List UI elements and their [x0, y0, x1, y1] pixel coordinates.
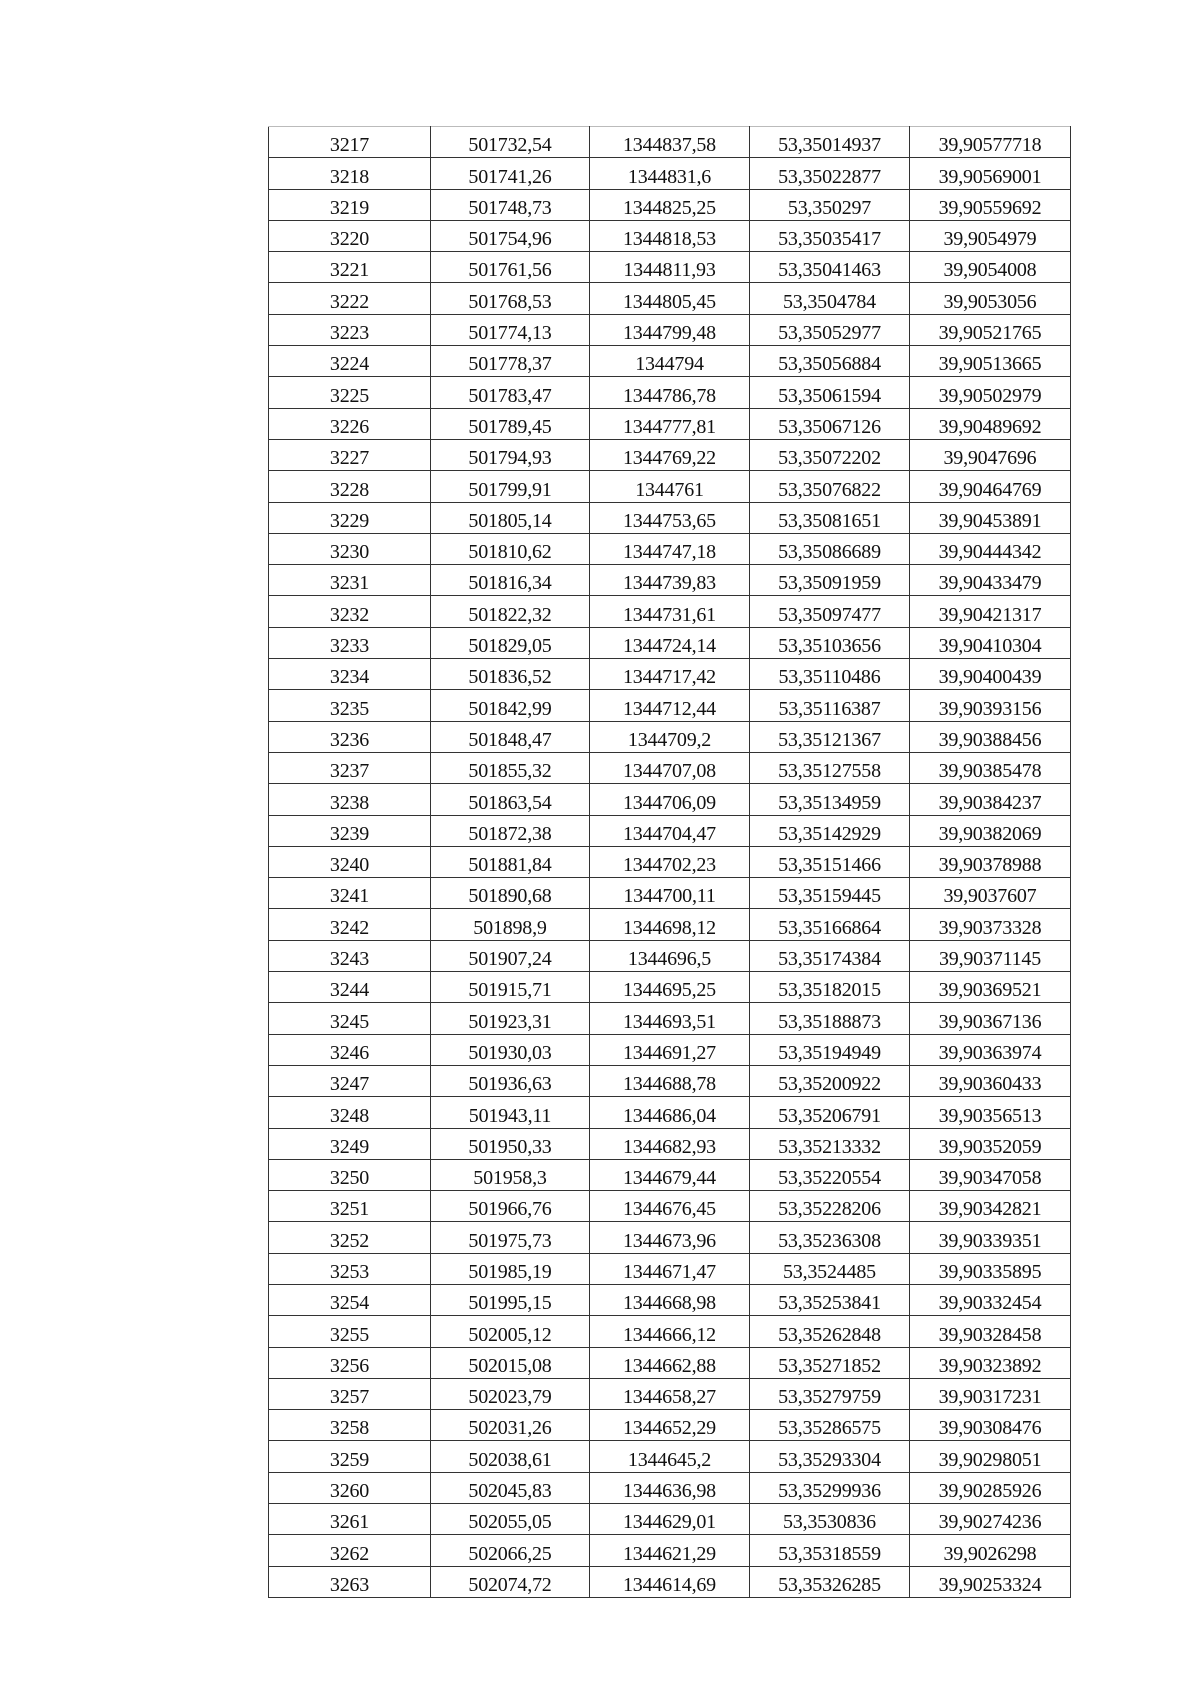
- latitude-cell: 53,35134959: [750, 784, 910, 815]
- y-coordinate-cell: 1344786,78: [590, 377, 750, 408]
- latitude-cell: 53,35174384: [750, 940, 910, 971]
- point-number-cell: 3257: [269, 1378, 431, 1409]
- y-coordinate-cell: 1344693,51: [590, 1003, 750, 1034]
- x-coordinate-cell: 501774,13: [431, 314, 590, 345]
- table-row: [269, 158, 1071, 189]
- point-number-cell: 3252: [269, 1222, 431, 1253]
- latitude-cell: 53,35253841: [750, 1284, 910, 1315]
- y-coordinate-cell: 1344686,04: [590, 1097, 750, 1128]
- x-coordinate-cell: 501872,38: [431, 815, 590, 846]
- table-row: [269, 1378, 1071, 1409]
- latitude-cell: 53,3504784: [750, 283, 910, 314]
- point-number-cell: 3217: [269, 127, 431, 158]
- point-number-cell: 3222: [269, 283, 431, 314]
- x-coordinate-cell: 501890,68: [431, 878, 590, 909]
- y-coordinate-cell: 1344621,29: [590, 1535, 750, 1566]
- longitude-cell: 39,90323892: [910, 1347, 1071, 1378]
- table-row: [269, 1191, 1071, 1222]
- table-row: [269, 1284, 1071, 1315]
- point-number-cell: 3255: [269, 1316, 431, 1347]
- x-coordinate-cell: 501732,54: [431, 127, 590, 158]
- point-number-cell: 3260: [269, 1472, 431, 1503]
- x-coordinate-cell: 502038,61: [431, 1441, 590, 1472]
- y-coordinate-cell: 1344668,98: [590, 1284, 750, 1315]
- latitude-cell: 53,35067126: [750, 408, 910, 439]
- table-row: [269, 1222, 1071, 1253]
- table-row: [269, 1253, 1071, 1284]
- table-row: [269, 1003, 1071, 1034]
- x-coordinate-cell: 502005,12: [431, 1316, 590, 1347]
- latitude-cell: 53,35279759: [750, 1378, 910, 1409]
- longitude-cell: 39,90274236: [910, 1504, 1071, 1535]
- table-row: [269, 220, 1071, 251]
- x-coordinate-cell: 501936,63: [431, 1065, 590, 1096]
- table-row: [269, 846, 1071, 877]
- latitude-cell: 53,35271852: [750, 1347, 910, 1378]
- point-number-cell: 3251: [269, 1191, 431, 1222]
- coordinates-table-body: [269, 127, 1071, 1598]
- y-coordinate-cell: 1344761: [590, 471, 750, 502]
- y-coordinate-cell: 1344645,2: [590, 1441, 750, 1472]
- latitude-cell: 53,35286575: [750, 1410, 910, 1441]
- point-number-cell: 3237: [269, 752, 431, 783]
- y-coordinate-cell: 1344706,09: [590, 784, 750, 815]
- table-row: [269, 1566, 1071, 1597]
- x-coordinate-cell: 501930,03: [431, 1034, 590, 1065]
- longitude-cell: 39,90513665: [910, 346, 1071, 377]
- point-number-cell: 3231: [269, 565, 431, 596]
- latitude-cell: 53,35121367: [750, 721, 910, 752]
- y-coordinate-cell: 1344679,44: [590, 1159, 750, 1190]
- longitude-cell: 39,90384237: [910, 784, 1071, 815]
- longitude-cell: 39,90328458: [910, 1316, 1071, 1347]
- point-number-cell: 3229: [269, 502, 431, 533]
- table-row: [269, 752, 1071, 783]
- point-number-cell: 3240: [269, 846, 431, 877]
- latitude-cell: 53,35076822: [750, 471, 910, 502]
- table-row: [269, 502, 1071, 533]
- y-coordinate-cell: 1344614,69: [590, 1566, 750, 1597]
- x-coordinate-cell: 501805,14: [431, 502, 590, 533]
- x-coordinate-cell: 501848,47: [431, 721, 590, 752]
- point-number-cell: 3220: [269, 220, 431, 251]
- point-number-cell: 3232: [269, 596, 431, 627]
- latitude-cell: 53,35103656: [750, 627, 910, 658]
- point-number-cell: 3224: [269, 346, 431, 377]
- y-coordinate-cell: 1344825,25: [590, 189, 750, 220]
- latitude-cell: 53,35061594: [750, 377, 910, 408]
- y-coordinate-cell: 1344811,93: [590, 252, 750, 283]
- y-coordinate-cell: 1344818,53: [590, 220, 750, 251]
- longitude-cell: 39,90382069: [910, 815, 1071, 846]
- point-number-cell: 3258: [269, 1410, 431, 1441]
- latitude-cell: 53,35116387: [750, 690, 910, 721]
- longitude-cell: 39,90559692: [910, 189, 1071, 220]
- latitude-cell: 53,35166864: [750, 909, 910, 940]
- y-coordinate-cell: 1344682,93: [590, 1128, 750, 1159]
- point-number-cell: 3261: [269, 1504, 431, 1535]
- x-coordinate-cell: 502031,26: [431, 1410, 590, 1441]
- table-row: [269, 1034, 1071, 1065]
- x-coordinate-cell: 501829,05: [431, 627, 590, 658]
- point-number-cell: 3219: [269, 189, 431, 220]
- point-number-cell: 3218: [269, 158, 431, 189]
- table-row: [269, 565, 1071, 596]
- x-coordinate-cell: 501794,93: [431, 439, 590, 470]
- point-number-cell: 3221: [269, 252, 431, 283]
- longitude-cell: 39,9037607: [910, 878, 1071, 909]
- y-coordinate-cell: 1344676,45: [590, 1191, 750, 1222]
- y-coordinate-cell: 1344666,12: [590, 1316, 750, 1347]
- longitude-cell: 39,90378988: [910, 846, 1071, 877]
- latitude-cell: 53,35200922: [750, 1065, 910, 1096]
- y-coordinate-cell: 1344688,78: [590, 1065, 750, 1096]
- longitude-cell: 39,9047696: [910, 439, 1071, 470]
- table-row: [269, 1065, 1071, 1096]
- y-coordinate-cell: 1344696,5: [590, 940, 750, 971]
- table-row: [269, 127, 1071, 158]
- table-row: [269, 784, 1071, 815]
- latitude-cell: 53,35041463: [750, 252, 910, 283]
- table-row: [269, 1128, 1071, 1159]
- y-coordinate-cell: 1344698,12: [590, 909, 750, 940]
- longitude-cell: 39,90400439: [910, 659, 1071, 690]
- table-row: [269, 1347, 1071, 1378]
- table-row: [269, 627, 1071, 658]
- y-coordinate-cell: 1344704,47: [590, 815, 750, 846]
- latitude-cell: 53,35142929: [750, 815, 910, 846]
- x-coordinate-cell: 501881,84: [431, 846, 590, 877]
- table-row: [269, 1504, 1071, 1535]
- table-row: [269, 659, 1071, 690]
- point-number-cell: 3233: [269, 627, 431, 658]
- table-row: [269, 596, 1071, 627]
- latitude-cell: 53,35056884: [750, 346, 910, 377]
- y-coordinate-cell: 1344707,08: [590, 752, 750, 783]
- longitude-cell: 39,90410304: [910, 627, 1071, 658]
- y-coordinate-cell: 1344731,61: [590, 596, 750, 627]
- latitude-cell: 53,35194949: [750, 1034, 910, 1065]
- y-coordinate-cell: 1344712,44: [590, 690, 750, 721]
- point-number-cell: 3241: [269, 878, 431, 909]
- longitude-cell: 39,90393156: [910, 690, 1071, 721]
- latitude-cell: 53,350297: [750, 189, 910, 220]
- point-number-cell: 3254: [269, 1284, 431, 1315]
- longitude-cell: 39,90332454: [910, 1284, 1071, 1315]
- point-number-cell: 3230: [269, 533, 431, 564]
- longitude-cell: 39,90360433: [910, 1065, 1071, 1096]
- x-coordinate-cell: 501783,47: [431, 377, 590, 408]
- table-row: [269, 439, 1071, 470]
- y-coordinate-cell: 1344629,01: [590, 1504, 750, 1535]
- y-coordinate-cell: 1344799,48: [590, 314, 750, 345]
- point-number-cell: 3226: [269, 408, 431, 439]
- point-number-cell: 3244: [269, 972, 431, 1003]
- y-coordinate-cell: 1344739,83: [590, 565, 750, 596]
- x-coordinate-cell: 501907,24: [431, 940, 590, 971]
- y-coordinate-cell: 1344652,29: [590, 1410, 750, 1441]
- longitude-cell: 39,90285926: [910, 1472, 1071, 1503]
- longitude-cell: 39,90371145: [910, 940, 1071, 971]
- longitude-cell: 39,90347058: [910, 1159, 1071, 1190]
- latitude-cell: 53,35206791: [750, 1097, 910, 1128]
- x-coordinate-cell: 501816,34: [431, 565, 590, 596]
- y-coordinate-cell: 1344636,98: [590, 1472, 750, 1503]
- y-coordinate-cell: 1344777,81: [590, 408, 750, 439]
- latitude-cell: 53,35299936: [750, 1472, 910, 1503]
- longitude-cell: 39,9054008: [910, 252, 1071, 283]
- longitude-cell: 39,9054979: [910, 220, 1071, 251]
- longitude-cell: 39,90298051: [910, 1441, 1071, 1472]
- point-number-cell: 3234: [269, 659, 431, 690]
- point-number-cell: 3228: [269, 471, 431, 502]
- x-coordinate-cell: 501950,33: [431, 1128, 590, 1159]
- latitude-cell: 53,35110486: [750, 659, 910, 690]
- table-row: [269, 1316, 1071, 1347]
- point-number-cell: 3262: [269, 1535, 431, 1566]
- longitude-cell: 39,90356513: [910, 1097, 1071, 1128]
- x-coordinate-cell: 501822,32: [431, 596, 590, 627]
- x-coordinate-cell: 501810,62: [431, 533, 590, 564]
- latitude-cell: 53,35151466: [750, 846, 910, 877]
- point-number-cell: 3227: [269, 439, 431, 470]
- x-coordinate-cell: 501995,15: [431, 1284, 590, 1315]
- latitude-cell: 53,35014937: [750, 127, 910, 158]
- x-coordinate-cell: 501754,96: [431, 220, 590, 251]
- latitude-cell: 53,35188873: [750, 1003, 910, 1034]
- y-coordinate-cell: 1344747,18: [590, 533, 750, 564]
- latitude-cell: 53,3530836: [750, 1504, 910, 1535]
- longitude-cell: 39,9053056: [910, 283, 1071, 314]
- longitude-cell: 39,90339351: [910, 1222, 1071, 1253]
- x-coordinate-cell: 501842,99: [431, 690, 590, 721]
- table-row: [269, 1535, 1071, 1566]
- y-coordinate-cell: 1344658,27: [590, 1378, 750, 1409]
- latitude-cell: 53,35159445: [750, 878, 910, 909]
- longitude-cell: 39,90421317: [910, 596, 1071, 627]
- table-row: [269, 940, 1071, 971]
- longitude-cell: 39,90352059: [910, 1128, 1071, 1159]
- y-coordinate-cell: 1344769,22: [590, 439, 750, 470]
- longitude-cell: 39,90342821: [910, 1191, 1071, 1222]
- latitude-cell: 53,35081651: [750, 502, 910, 533]
- y-coordinate-cell: 1344717,42: [590, 659, 750, 690]
- longitude-cell: 39,90367136: [910, 1003, 1071, 1034]
- x-coordinate-cell: 502023,79: [431, 1378, 590, 1409]
- point-number-cell: 3225: [269, 377, 431, 408]
- x-coordinate-cell: 501985,19: [431, 1253, 590, 1284]
- y-coordinate-cell: 1344724,14: [590, 627, 750, 658]
- table-row: [269, 189, 1071, 220]
- longitude-cell: 39,90577718: [910, 127, 1071, 158]
- longitude-cell: 39,9026298: [910, 1535, 1071, 1566]
- point-number-cell: 3256: [269, 1347, 431, 1378]
- y-coordinate-cell: 1344695,25: [590, 972, 750, 1003]
- point-number-cell: 3263: [269, 1566, 431, 1597]
- point-number-cell: 3246: [269, 1034, 431, 1065]
- table-row: [269, 1159, 1071, 1190]
- y-coordinate-cell: 1344709,2: [590, 721, 750, 752]
- y-coordinate-cell: 1344700,11: [590, 878, 750, 909]
- longitude-cell: 39,90444342: [910, 533, 1071, 564]
- y-coordinate-cell: 1344702,23: [590, 846, 750, 877]
- x-coordinate-cell: 501855,32: [431, 752, 590, 783]
- latitude-cell: 53,35228206: [750, 1191, 910, 1222]
- table-row: [269, 252, 1071, 283]
- table-row: [269, 721, 1071, 752]
- latitude-cell: 53,35213332: [750, 1128, 910, 1159]
- longitude-cell: 39,90253324: [910, 1566, 1071, 1597]
- y-coordinate-cell: 1344691,27: [590, 1034, 750, 1065]
- latitude-cell: 53,35220554: [750, 1159, 910, 1190]
- x-coordinate-cell: 501923,31: [431, 1003, 590, 1034]
- table-row: [269, 533, 1071, 564]
- latitude-cell: 53,35293304: [750, 1441, 910, 1472]
- y-coordinate-cell: 1344753,65: [590, 502, 750, 533]
- x-coordinate-cell: 501778,37: [431, 346, 590, 377]
- coordinates-table: [268, 126, 1071, 1598]
- table-row: [269, 408, 1071, 439]
- point-number-cell: 3253: [269, 1253, 431, 1284]
- table-row: [269, 1410, 1071, 1441]
- point-number-cell: 3250: [269, 1159, 431, 1190]
- longitude-cell: 39,90464769: [910, 471, 1071, 502]
- x-coordinate-cell: 501761,56: [431, 252, 590, 283]
- x-coordinate-cell: 501748,73: [431, 189, 590, 220]
- longitude-cell: 39,90363974: [910, 1034, 1071, 1065]
- point-number-cell: 3239: [269, 815, 431, 846]
- table-row: [269, 377, 1071, 408]
- x-coordinate-cell: 501898,9: [431, 909, 590, 940]
- longitude-cell: 39,90335895: [910, 1253, 1071, 1284]
- x-coordinate-cell: 502074,72: [431, 1566, 590, 1597]
- x-coordinate-cell: 502055,05: [431, 1504, 590, 1535]
- longitude-cell: 39,90453891: [910, 502, 1071, 533]
- longitude-cell: 39,90385478: [910, 752, 1071, 783]
- y-coordinate-cell: 1344831,6: [590, 158, 750, 189]
- x-coordinate-cell: 501975,73: [431, 1222, 590, 1253]
- point-number-cell: 3249: [269, 1128, 431, 1159]
- point-number-cell: 3223: [269, 314, 431, 345]
- point-number-cell: 3259: [269, 1441, 431, 1472]
- longitude-cell: 39,90308476: [910, 1410, 1071, 1441]
- longitude-cell: 39,90489692: [910, 408, 1071, 439]
- latitude-cell: 53,35091959: [750, 565, 910, 596]
- latitude-cell: 53,35072202: [750, 439, 910, 470]
- latitude-cell: 53,3524485: [750, 1253, 910, 1284]
- y-coordinate-cell: 1344837,58: [590, 127, 750, 158]
- y-coordinate-cell: 1344662,88: [590, 1347, 750, 1378]
- table-row: [269, 314, 1071, 345]
- latitude-cell: 53,35236308: [750, 1222, 910, 1253]
- longitude-cell: 39,90433479: [910, 565, 1071, 596]
- table-row: [269, 283, 1071, 314]
- x-coordinate-cell: 502066,25: [431, 1535, 590, 1566]
- longitude-cell: 39,90521765: [910, 314, 1071, 345]
- longitude-cell: 39,90317231: [910, 1378, 1071, 1409]
- latitude-cell: 53,35262848: [750, 1316, 910, 1347]
- point-number-cell: 3248: [269, 1097, 431, 1128]
- latitude-cell: 53,35052977: [750, 314, 910, 345]
- point-number-cell: 3245: [269, 1003, 431, 1034]
- latitude-cell: 53,35035417: [750, 220, 910, 251]
- latitude-cell: 53,35326285: [750, 1566, 910, 1597]
- point-number-cell: 3238: [269, 784, 431, 815]
- table-row: [269, 1441, 1071, 1472]
- point-number-cell: 3235: [269, 690, 431, 721]
- y-coordinate-cell: 1344671,47: [590, 1253, 750, 1284]
- table-row: [269, 972, 1071, 1003]
- x-coordinate-cell: 501966,76: [431, 1191, 590, 1222]
- x-coordinate-cell: 501863,54: [431, 784, 590, 815]
- x-coordinate-cell: 501836,52: [431, 659, 590, 690]
- longitude-cell: 39,90373328: [910, 909, 1071, 940]
- y-coordinate-cell: 1344794: [590, 346, 750, 377]
- longitude-cell: 39,90369521: [910, 972, 1071, 1003]
- table-row: [269, 690, 1071, 721]
- table-row: [269, 815, 1071, 846]
- longitude-cell: 39,90388456: [910, 721, 1071, 752]
- latitude-cell: 53,35097477: [750, 596, 910, 627]
- x-coordinate-cell: 501799,91: [431, 471, 590, 502]
- point-number-cell: 3242: [269, 909, 431, 940]
- point-number-cell: 3236: [269, 721, 431, 752]
- x-coordinate-cell: 502015,08: [431, 1347, 590, 1378]
- point-number-cell: 3247: [269, 1065, 431, 1096]
- latitude-cell: 53,35318559: [750, 1535, 910, 1566]
- x-coordinate-cell: 502045,83: [431, 1472, 590, 1503]
- x-coordinate-cell: 501768,53: [431, 283, 590, 314]
- latitude-cell: 53,35182015: [750, 972, 910, 1003]
- x-coordinate-cell: 501943,11: [431, 1097, 590, 1128]
- x-coordinate-cell: 501789,45: [431, 408, 590, 439]
- y-coordinate-cell: 1344673,96: [590, 1222, 750, 1253]
- point-number-cell: 3243: [269, 940, 431, 971]
- latitude-cell: 53,35022877: [750, 158, 910, 189]
- table-row: [269, 909, 1071, 940]
- longitude-cell: 39,90502979: [910, 377, 1071, 408]
- y-coordinate-cell: 1344805,45: [590, 283, 750, 314]
- latitude-cell: 53,35086689: [750, 533, 910, 564]
- latitude-cell: 53,35127558: [750, 752, 910, 783]
- x-coordinate-cell: 501958,3: [431, 1159, 590, 1190]
- x-coordinate-cell: 501741,26: [431, 158, 590, 189]
- table-row: [269, 1472, 1071, 1503]
- table-row: [269, 346, 1071, 377]
- x-coordinate-cell: 501915,71: [431, 972, 590, 1003]
- longitude-cell: 39,90569001: [910, 158, 1071, 189]
- table-row: [269, 878, 1071, 909]
- table-row: [269, 471, 1071, 502]
- table-row: [269, 1097, 1071, 1128]
